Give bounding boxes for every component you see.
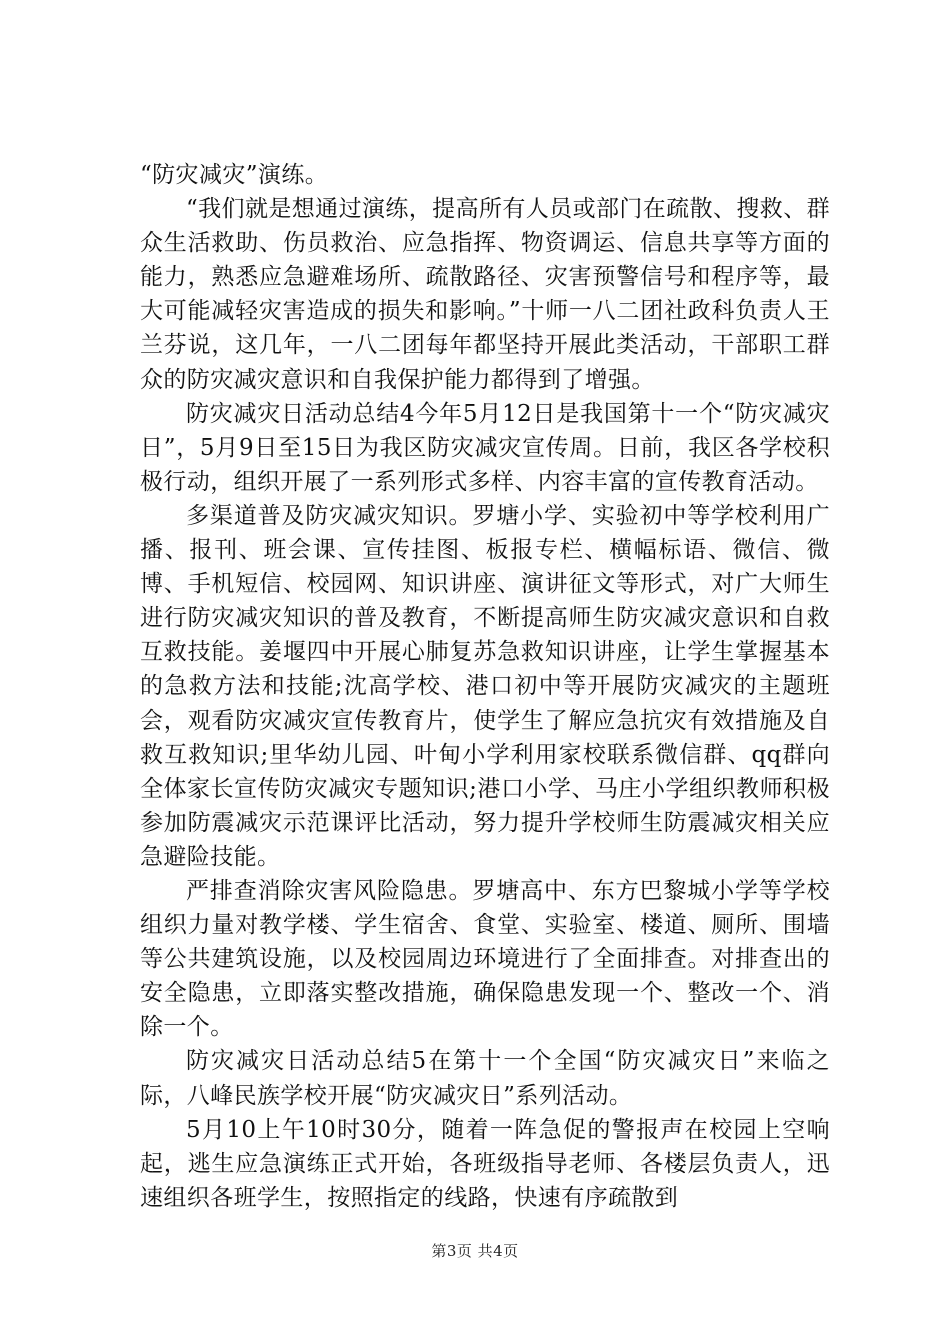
paragraph-1: “防灾减灾”演练。 — [140, 162, 329, 188]
page-indicator: 第3页 共4页 — [431, 1242, 519, 1260]
paragraph-7: 5月10上午10时30分，随着一阵急促的警报声在校园上空响起，逃生应急演练正式开始，各班级指导老师、各楼层负责人，迅速组织各班学生，按照指定的线路，快速有序疏散到 — [140, 1116, 830, 1211]
document-body — [140, 158, 830, 1215]
paragraph-4: 多渠道普及防灾减灾知识。罗塘小学、实验初中等学校利用广播、报刊、班会课、宣传挂图、板报专栏、横幅标语、微信、微博、手机短信、校园网、知识讲座、演讲征文等形式，对广大师生进行防灾减灾知识的普及教育，不断提高师生防灾减灾意识和自救互救技能。姜堰四中开展心肺复苏急救知识讲座，让学生掌握基本的急救方法和技能;沈高学校、港口初中等开展防灾减灾的主题班会，观看防灾减灾宣传教育片，使学生了解应急抗灾有效措施及自救互救知识;里华幼儿园、叶甸小学利用家校联系微信群、qq群向全体家长宣传防灾减灾专题知识;港口小学、马庄小学组织教师积极参加防震减灾示范课评比活动，努力提升学校师生防震减灾相关应急避险技能。 — [140, 502, 830, 870]
paragraph-5: 严排查消除灾害风险隐患。罗塘高中、东方巴黎城小学等学校组织力量对教学楼、学生宿舍、食堂、实验室、楼道、厕所、围墙等公共建筑设施，以及校园周边环境进行了全面排查。对排查出的安全隐患，立即落实整改措施，确保隐患发现一个、整改一个、消除一个。 — [140, 877, 830, 1041]
paragraph-3: 防灾减灾日活动总结4今年5月12日是我国第十一个“防灾减灾日”，5月9日至15日为我区防灾减灾宣传周。日前，我区各学校积极行动，组织开展了一系列形式多样、内容丰富的宣传教育活动。 — [140, 400, 830, 495]
paragraph-6: 防灾减灾日活动总结5在第十一个全国“防灾减灾日”来临之际，八峰民族学校开展“防灾减灾日”系列活动。 — [140, 1048, 830, 1109]
page-footer — [0, 1240, 950, 1261]
paragraph-2: “我们就是想通过演练，提高所有人员或部门在疏散、搜救、群众生活救助、伤员救治、应急指挥、物资调运、信息共享等方面的能力，熟悉应急避难场所、疏散路径、灾害预警信号和程序等，最大可能减轻灾害造成的损失和影响。”十师一八二团社政科负责人王兰芬说，这几年，一八二团每年都坚持开展此类活动，干部职工群众的防灾减灾意识和自我保护能力都得到了增强。 — [140, 196, 830, 393]
